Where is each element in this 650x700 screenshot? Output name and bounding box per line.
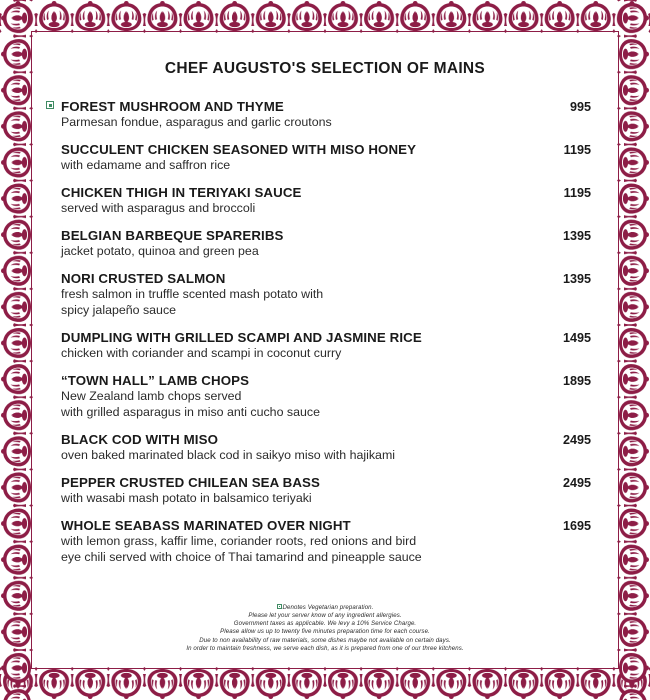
menu-item-description: spicy jalapeño sauce (61, 302, 177, 317)
menu-item-name-wrap (61, 99, 284, 114)
menu-item (61, 228, 591, 259)
border-ornament-bottom (0, 667, 650, 700)
menu-item-description: served with asparagus and broccoli (61, 201, 256, 216)
menu-item-name: SUCCULENT CHICKEN SEASONED WITH MISO HONEY (61, 142, 417, 158)
vegetarian-marker-icon (277, 604, 282, 609)
menu-item-header (61, 475, 591, 490)
footer-veg-note-line (61, 604, 589, 612)
menu-item (61, 142, 591, 173)
menu-item-header (61, 373, 591, 388)
menu-content (31, 31, 619, 669)
menu-item-price: 1395 (562, 229, 591, 244)
menu-item-price: 1695 (562, 519, 591, 534)
footer-veg-note-text: Denotes Vegetarian preparation. (282, 603, 374, 611)
menu-item-name: PEPPER CRUSTED CHILEAN SEA BASS (61, 474, 320, 490)
menu-item-description: with grilled asparagus in miso anti cucho sauce (61, 404, 320, 419)
footer-note: In order to maintain freshness, we serve each dish, as it is prepared from one of our three kitchens. (186, 644, 464, 652)
menu-item-price: 1495 (562, 331, 591, 346)
menu-item-price: 995 (569, 100, 591, 114)
menu-item-name: WHOLE SEABASS MARINATED OVER NIGHT (61, 518, 351, 534)
menu-item-description: eye chili served with choice of Thai tamarind and pineapple sauce (61, 549, 422, 564)
footer-notes (61, 612, 589, 653)
menu-item-name-wrap (61, 432, 218, 447)
footer-note: Please allow us up to twenty five minutes preparation time for each course. (220, 628, 430, 636)
border-ornament-top (0, 0, 650, 33)
footer-note: Government taxes as applicable. We levy a 10% Service Charge. (233, 620, 417, 628)
menu-item-description: Parmesan fondue, asparagus and garlic croutons (61, 115, 332, 129)
menu-item-description: jacket potato, quinoa and green pea (61, 244, 259, 259)
menu-item-name: “TOWN HALL” LAMB CHOPS (61, 373, 250, 389)
menu-item (61, 475, 591, 506)
menu-item (61, 432, 591, 463)
menu-item-header (61, 518, 591, 533)
menu-item-name-wrap (61, 228, 284, 243)
menu-footer (31, 604, 619, 663)
menu-item-price: 2495 (562, 475, 591, 490)
menu-item (61, 99, 591, 130)
menu-item-header (61, 142, 591, 157)
footer-note: Due to non availability of raw materials, some dishes maybe not available on certain days. (199, 636, 451, 644)
menu-item-name-wrap (61, 185, 302, 200)
menu-item-name: BLACK COD WITH MISO (61, 431, 219, 447)
menu-item (61, 518, 591, 564)
menu-item (61, 373, 591, 419)
menu-item-name-wrap (61, 475, 320, 490)
menu-item-name-wrap (61, 373, 249, 388)
vegetarian-marker-icon (46, 101, 54, 109)
menu-item-header (61, 185, 591, 200)
menu-item-name: CHICKEN THIGH IN TERIYAKI SAUCE (61, 185, 302, 201)
menu-item-price: 1195 (563, 186, 591, 201)
menu-item-price: 1895 (562, 374, 591, 389)
menu-item-name-wrap (61, 518, 351, 533)
menu-item (61, 271, 591, 317)
menu-item-header (61, 271, 591, 286)
menu-item-description: New Zealand lamb chops served (61, 389, 242, 404)
menu-item-price: 2495 (562, 432, 591, 447)
menu-item-header (61, 99, 591, 114)
page-title: CHEF AUGUSTO'S SELECTION OF MAINS (164, 60, 486, 77)
menu-item-header (61, 432, 591, 447)
menu-item-description: fresh salmon in truffle scented mash potato with (61, 287, 324, 302)
footer-note: Please let your server know of any ingredient allergies. (248, 611, 402, 619)
menu-item-description: oven baked marinated black cod in saikyo miso with hajikami (61, 447, 396, 462)
menu-item-name: FOREST MUSHROOM AND THYME (61, 99, 284, 114)
menu-item-description: with lemon grass, kaffir lime, coriander roots, red onions and bird (61, 534, 417, 549)
menu-item-list (31, 99, 619, 604)
menu-item-name-wrap (61, 142, 416, 157)
menu-item-name: DUMPLING WITH GRILLED SCAMPI AND JASMINE RICE (61, 330, 422, 346)
menu-item-header (61, 228, 591, 243)
menu-item-description: chicken with coriander and scampi in coconut curry (61, 346, 342, 361)
menu-item-name: NORI CRUSTED SALMON (61, 271, 226, 287)
menu-item-name: BELGIAN BARBEQUE SPARERIBS (61, 228, 284, 244)
menu-item-header (61, 330, 591, 345)
menu-item-description: with edamame and saffron rice (61, 158, 231, 173)
menu-item-price: 1195 (563, 143, 591, 158)
menu-item (61, 330, 591, 361)
menu-item-name-wrap (61, 271, 225, 286)
border-ornament-left (0, 0, 33, 700)
menu-item-price: 1395 (562, 272, 591, 287)
menu-item (61, 185, 591, 216)
border-ornament-right (617, 0, 650, 700)
menu-item-name-wrap (61, 330, 422, 345)
menu-item-description: with wasabi mash potato in balsamico teriyaki (61, 490, 312, 505)
